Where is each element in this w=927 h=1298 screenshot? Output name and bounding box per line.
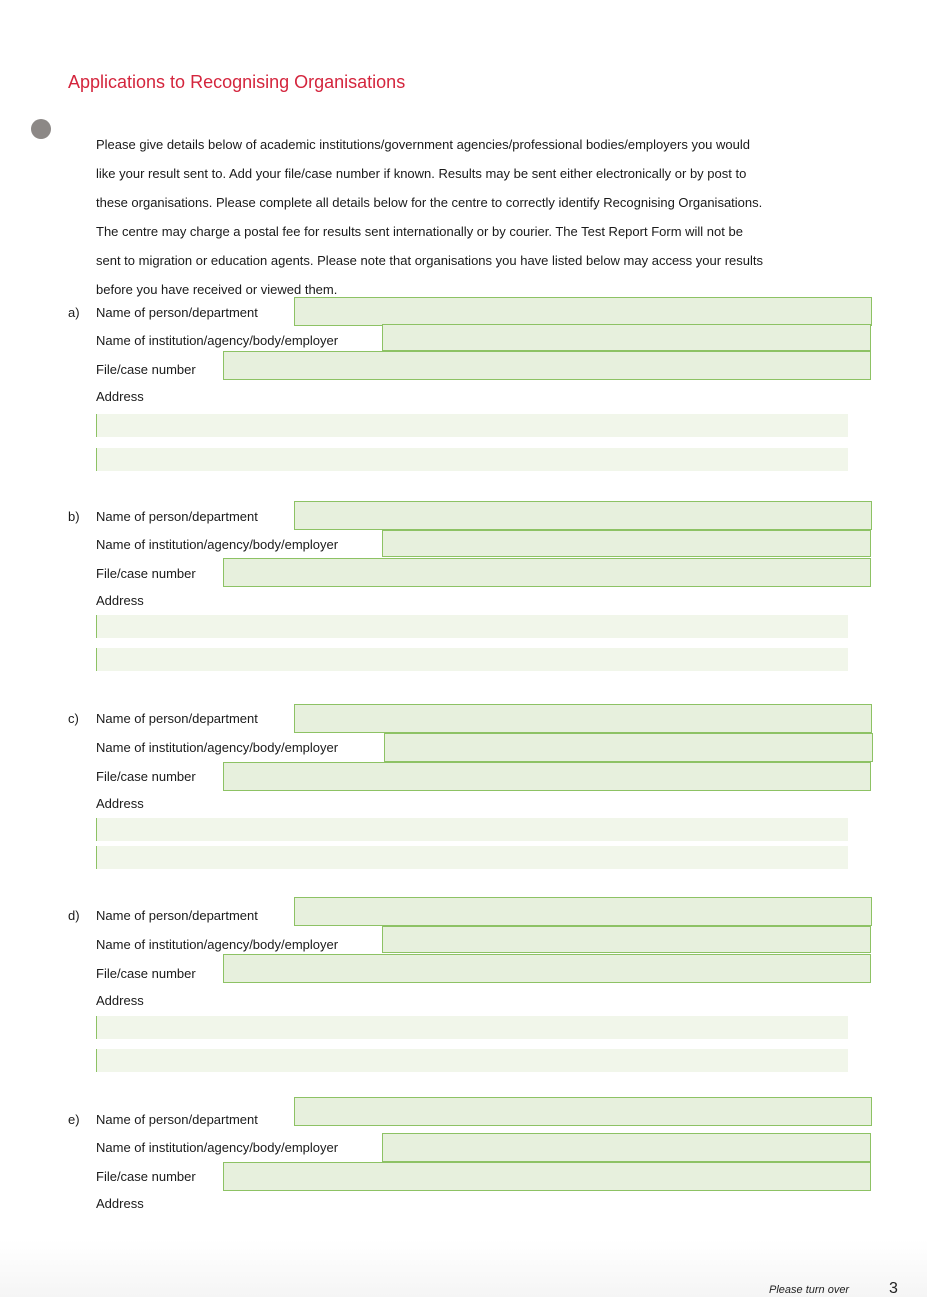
address-line-2-field[interactable] xyxy=(96,1049,848,1072)
section-letter: d) xyxy=(68,908,80,923)
file-case-number-input[interactable] xyxy=(223,558,871,587)
organisation-section-a xyxy=(0,297,927,477)
file-case-number-input[interactable] xyxy=(223,351,871,380)
file-case-label: File/case number xyxy=(96,966,196,981)
institution-label: Name of institution/agency/body/employer xyxy=(96,937,339,952)
person-label: Name of person/department xyxy=(96,908,258,923)
address-label: Address xyxy=(96,993,144,1008)
person-department-input[interactable] xyxy=(294,897,872,926)
institution-input[interactable] xyxy=(382,324,871,351)
bullet-dot xyxy=(31,119,51,139)
intro-line: Please give details below of academic institutions/government agencies/professional bodies/employers you would xyxy=(96,137,750,152)
intro-line: like your result sent to. Add your file/case number if known. Results may be sent either electronically or by post to xyxy=(96,166,747,181)
address-label: Address xyxy=(96,593,144,608)
institution-input[interactable] xyxy=(382,1133,871,1162)
institution-input[interactable] xyxy=(382,926,871,953)
address-line-1-field[interactable] xyxy=(96,414,848,437)
file-case-number-input[interactable] xyxy=(223,1162,871,1191)
section-letter: c) xyxy=(68,711,79,726)
turn-over-note: Please turn over xyxy=(769,1284,850,1296)
institution-label: Name of institution/agency/body/employer xyxy=(96,740,339,755)
organisation-section-b xyxy=(0,501,927,681)
person-label: Name of person/department xyxy=(96,1112,258,1127)
person-label: Name of person/department xyxy=(96,509,258,524)
institution-label: Name of institution/agency/body/employer xyxy=(96,537,339,552)
file-case-label: File/case number xyxy=(96,769,196,784)
section-letter: e) xyxy=(68,1112,80,1127)
page-number: 3 xyxy=(889,1280,898,1297)
file-case-label: File/case number xyxy=(96,566,196,581)
person-label: Name of person/department xyxy=(96,711,258,726)
intro-line: these organisations. Please complete all details below for the centre to correctly identify Recognising Organisations. xyxy=(96,195,763,210)
person-department-input[interactable] xyxy=(294,297,872,326)
file-case-number-input[interactable] xyxy=(223,954,871,983)
person-label: Name of person/department xyxy=(96,305,258,320)
person-department-input[interactable] xyxy=(294,704,872,733)
institution-label: Name of institution/agency/body/employer xyxy=(96,333,339,348)
section-letter: a) xyxy=(68,305,80,320)
address-line-2-field[interactable] xyxy=(96,648,848,671)
address-line-2-field[interactable] xyxy=(96,846,848,869)
intro-paragraph xyxy=(96,130,841,304)
address-label: Address xyxy=(96,1196,144,1211)
institution-label: Name of institution/agency/body/employer xyxy=(96,1140,339,1155)
file-case-label: File/case number xyxy=(96,362,196,377)
file-case-number-input[interactable] xyxy=(223,762,871,791)
intro-line: before you have received or viewed them. xyxy=(96,282,338,297)
address-line-2-field[interactable] xyxy=(96,448,848,471)
file-case-label: File/case number xyxy=(96,1169,196,1184)
organisation-section-e xyxy=(0,1097,927,1217)
address-line-1-field[interactable] xyxy=(96,1016,848,1039)
address-label: Address xyxy=(96,389,144,404)
institution-input[interactable] xyxy=(382,530,871,557)
organisation-section-d xyxy=(0,897,927,1077)
institution-input[interactable] xyxy=(384,733,873,762)
person-department-input[interactable] xyxy=(294,1097,872,1126)
address-line-1-field[interactable] xyxy=(96,818,848,841)
section-letter: b) xyxy=(68,509,80,524)
page-title: Applications to Recognising Organisations xyxy=(68,72,406,92)
address-line-1-field[interactable] xyxy=(96,615,848,638)
organisation-section-c xyxy=(0,704,927,884)
address-label: Address xyxy=(96,796,144,811)
intro-line: The centre may charge a postal fee for results sent internationally or by courier. The Test Report Form will not be xyxy=(96,224,743,239)
intro-line: sent to migration or education agents. Please note that organisations you have listed below may access your results xyxy=(96,253,763,268)
person-department-input[interactable] xyxy=(294,501,872,530)
